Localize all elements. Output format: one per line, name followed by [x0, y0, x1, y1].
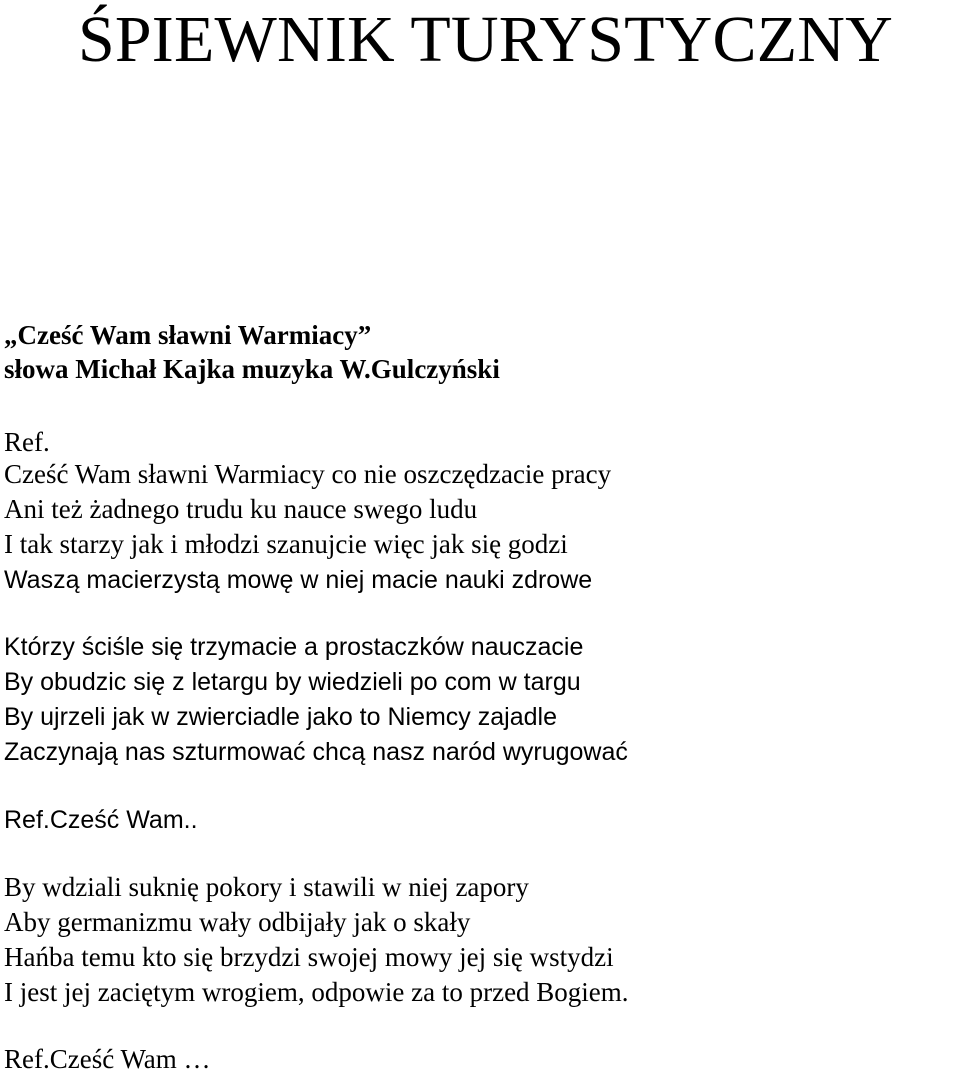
- refrain-line: I tak starzy jak i młodzi szanujcie więc jak się godzi: [4, 529, 568, 559]
- refrain-line: Ani też żadnego trudu ku nauce swego ludu: [4, 494, 478, 524]
- refrain-marker: Ref.: [4, 427, 50, 457]
- page-title: ŚPIEWNIK TURYSTYCZNY: [78, 3, 893, 76]
- verse-2-line: By wdziali suknię pokory i stawili w niej zapory: [4, 872, 529, 902]
- verse-2-line: Hańba temu kto się brzydzi swojej mowy jej się wstydzi: [4, 942, 614, 972]
- verse-1-line: Zaczynają nas szturmować chcą nasz naród wyrugować: [4, 738, 628, 766]
- refrain-repeat: Ref.Cześć Wam..: [4, 806, 198, 834]
- song-heading: [4, 318, 500, 386]
- verse-2-line: Aby germanizmu wały odbijały jak o skały: [4, 907, 471, 937]
- verse-1-line: By ujrzeli jak w zwierciadle jako to Niemcy zajadle: [4, 703, 557, 731]
- refrain-line: Cześć Wam sławni Warmiacy co nie oszczędzacie pracy: [4, 459, 612, 489]
- refrain-line: Waszą macierzystą mowę w niej macie nauki zdrowe: [4, 566, 593, 594]
- refrain-repeat: Ref.Cześć Wam …: [4, 1044, 211, 1074]
- song-credits: słowa Michał Kajka muzyka W.Gulczyński: [4, 354, 500, 384]
- verse-2-line: I jest jej zaciętym wrogiem, odpowie za to przed Bogiem.: [4, 977, 629, 1007]
- song-title: „Cześć Wam sławni Warmiacy”: [4, 320, 372, 350]
- verse-1-line: By obudzic się z letargu by wiedzieli po com w targu: [4, 668, 581, 696]
- verse-1-line: Którzy ściśle się trzymacie a prostaczków nauczacie: [4, 633, 584, 661]
